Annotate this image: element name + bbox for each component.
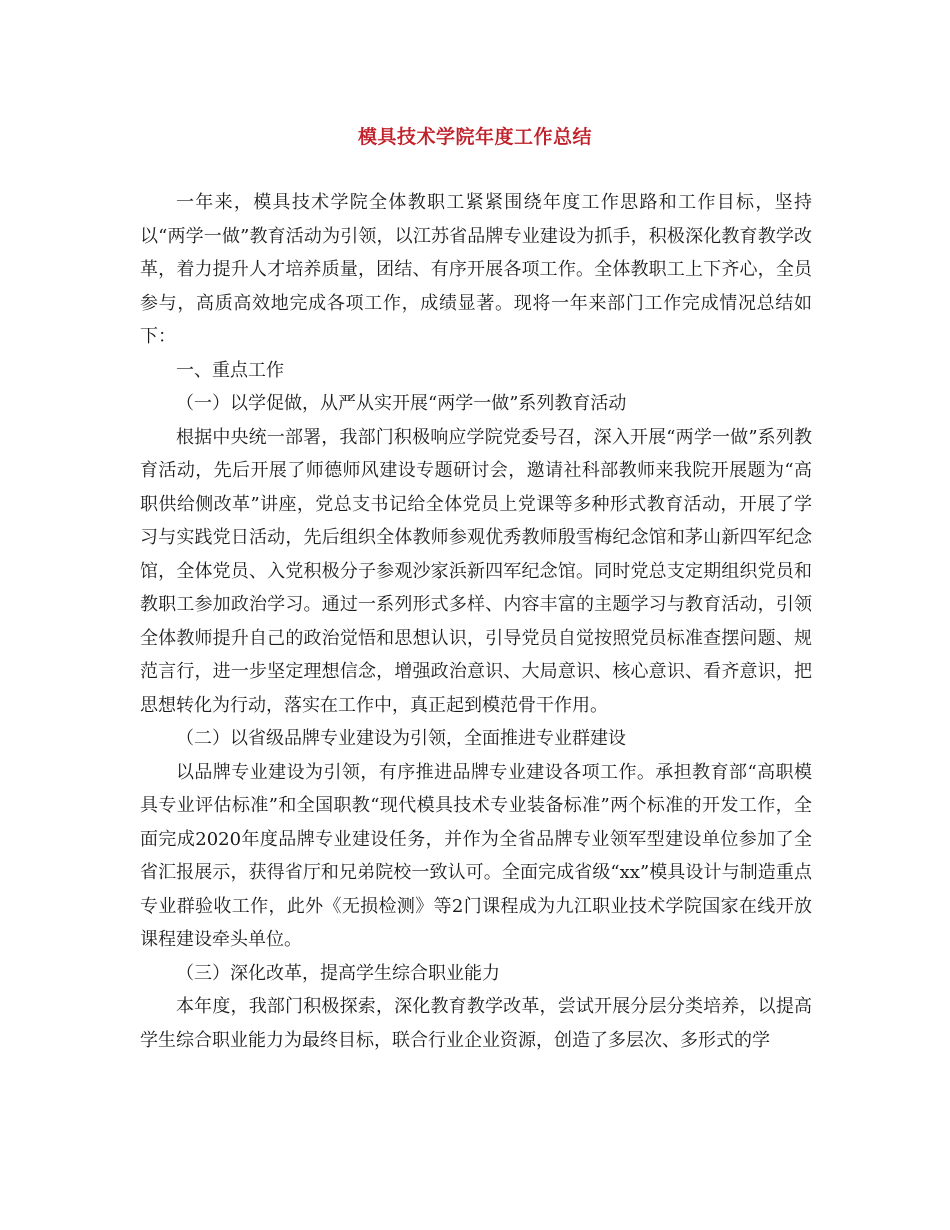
subsection-heading-3: （三）深化改革，提高学生综合职业能力 — [176, 962, 500, 984]
paragraph-intro: 一年来，模具技术学院全体教职工紧紧围绕年度工作思路和工作目标，坚持以“两学一做”教育活动为引领，以江苏省品牌专业建设为抓手，积极深化教育教学改革，着力提升人才培养质量，团结、有序开展各项工作。全体教职工上下齐心，全员参与，高质高效地完成各项工作，成绩显著。现将一年来部门工作完成情况总结如下： — [140, 192, 812, 347]
subsection-heading-2: （二）以省级品牌专业建设为引领，全面推进专业群建设 — [176, 728, 626, 749]
paragraph-1: 根据中央统一部署，我部门积极响应学院党委号召，深入开展“两学一做”系列教育活动，先后开展了师德师风建设专题研讨会，邀请社科部教师来我院开展题为“高职供给侧改革”讲座，党总支书记给全体党员上党课等多种形式教育活动，开展了学习与实践党日活动，先后组织全体教师参观优秀教师殷雪梅纪念馆和茅山新四军纪念馆，全体党员、入党积极分子参观沙家浜新四军纪念馆。同时党总支定期组织党员和教职工参加政治学习。通过一系列形式多样、内容丰富的主题学习与教育活动，引领全体教师提升自己的政治觉悟和思想认识，引导党员自觉按照党员标准查摆问题、规范言行，进一步坚定理想信念，增强政治意识、大局意识、核心意识、看齐意识，把思想转化为行动，落实在工作中，真正起到模范骨干作用。 — [140, 426, 812, 716]
section-heading-key-work: 一、重点工作 — [176, 359, 284, 381]
document-body — [140, 186, 812, 1057]
paragraph-3: 本年度，我部门积极探索，深化教育教学改革，尝试开展分层分类培养，以提高学生综合职业能力为最终目标，联合行业企业资源，创造了多层次、多形式的学 — [140, 996, 812, 1051]
paragraph-2: 以品牌专业建设为引领，有序推进品牌专业建设各项工作。承担教育部“高职模具专业评估标准”和全国职教“现代模具技术专业装备标准”两个标准的开发工作，全面完成2020年度品牌专业建设任务，并作为全省品牌专业领军型建设单位参加了全省汇报展示，获得省厅和兄弟院校一致认可。全面完成省级“xx”模具设计与制造重点专业群验收工作，此外《无损检测》等2门课程成为九江职业技术学院国家在线开放课程建设牵头单位。 — [140, 761, 812, 950]
subsection-heading-1: （一）以学促做，从严从实开展“两学一做”系列教育活动 — [176, 393, 627, 414]
document-title: 模具技术学院年度工作总结 — [357, 126, 592, 148]
